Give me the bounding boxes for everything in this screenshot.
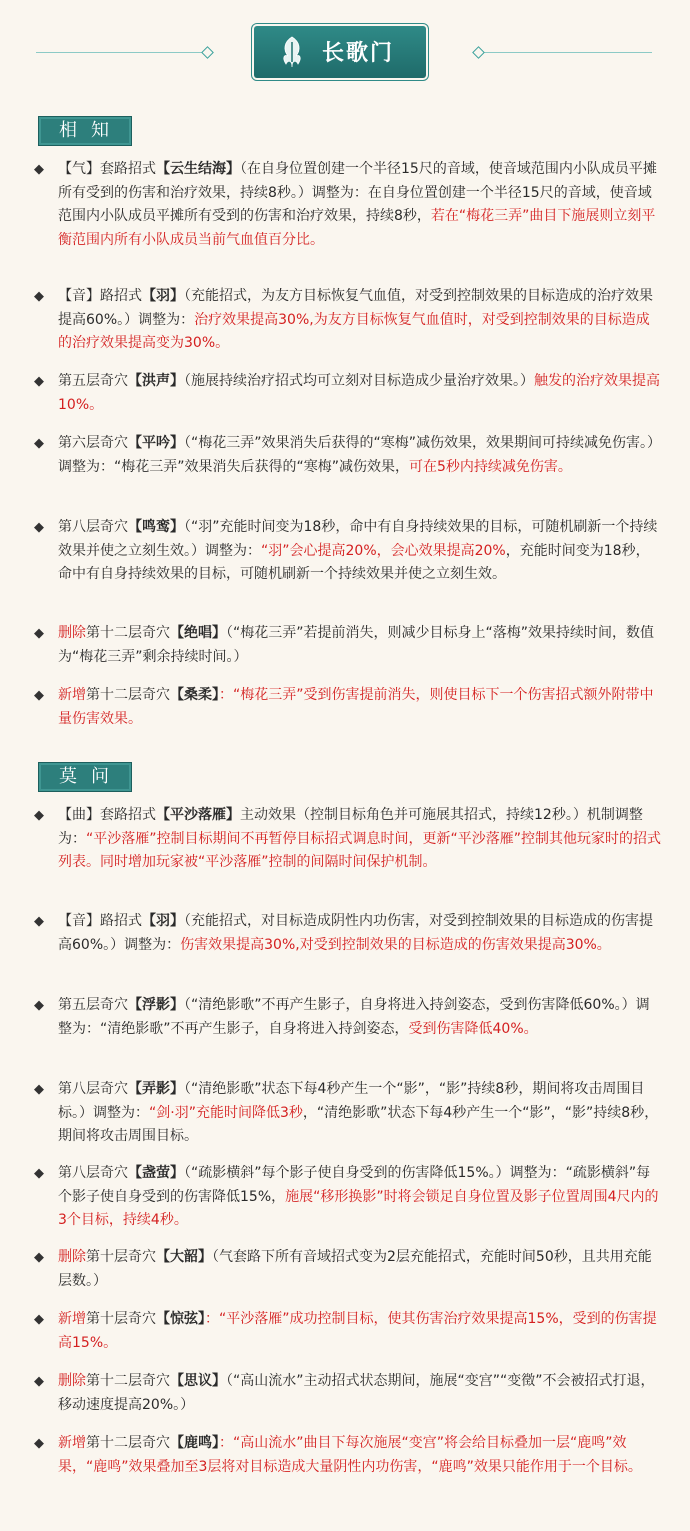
list-item	[34, 432, 662, 479]
item-text: （在自身位置创建一个半径15尺的音域，使音域范围内小队成员平摊所有受到的伤害和治疗效果，持续8秒。）调整为：在自身位置创建一个半径15尺的音域，使音域范围内小队成员平摊所有受到的伤害和治疗效果，持续8秒，	[58, 161, 657, 224]
change-highlight: 治疗效果提高30%,为友方目标恢复气血值时，对受到控制效果的目标造成的治疗效果提高变为30%。	[58, 311, 650, 351]
item-text: 第五层奇穴	[58, 997, 128, 1013]
skill-name: 【云生结海】	[156, 161, 240, 177]
header-divider-right	[482, 52, 652, 53]
change-highlight: “剑·羽”充能时间降低3秒	[149, 1104, 303, 1121]
list-item	[34, 1308, 662, 1355]
item-text: 主动效果（控制目标角色并可施展其招式，持续12秒。）机制调整为：	[58, 807, 643, 847]
skill-name: 【盏萤】	[128, 1165, 184, 1181]
list-item	[34, 1162, 662, 1233]
skill-name: 【大韶】	[156, 1249, 212, 1265]
change-highlight: ：“平沙落雁”成功控制目标，使其伤害治疗效果提高15%，受到的伤害提高15%。	[58, 1311, 657, 1351]
change-highlight: 新增	[58, 1311, 86, 1327]
change-highlight: 可在5秒内持续减免伤害。	[409, 458, 572, 475]
diamond-bullet-icon: ◆	[34, 1166, 44, 1181]
skill-name: 【绝唱】	[170, 625, 226, 641]
list-item	[34, 285, 662, 356]
item-text: （气套路下所有音域招式变为2层充能招式，充能时间50秒，且共用充能层数。）	[58, 1249, 652, 1289]
change-highlight: “羽”会心提高20%，会心效果提高20%	[261, 542, 506, 559]
diamond-bullet-icon: ◆	[34, 688, 44, 703]
diamond-bullet-icon: ◆	[34, 1082, 44, 1097]
change-highlight: 新增	[58, 1435, 86, 1451]
item-text: （“梅花三弄”若提前消失，则减少目标身上“落梅”效果持续时间，数值为“梅花三弄”剩余持续时间。）	[58, 625, 655, 665]
item-text: （“羽”充能时间变为18秒，命中有自身持续效果的目标，可随机刷新一个持续效果并使之立刻生效。）调整为：	[58, 519, 658, 559]
list-item	[34, 622, 662, 669]
item-text: （“清绝影歌”不再产生影子，自身将进入持剑姿态，受到伤害降低60%。）调整为：“清绝影歌”不再产生影子，自身将进入持剑姿态，	[58, 997, 650, 1037]
item-text: 【音】路招式	[58, 913, 142, 929]
header-divider-left	[36, 52, 206, 53]
item-text: 【气】套路招式	[58, 161, 156, 177]
skill-name: 【鸣鸾】	[128, 519, 184, 535]
diamond-bullet-icon: ◆	[34, 1250, 44, 1265]
change-highlight: 删除	[58, 1373, 86, 1389]
item-text: 【音】路招式	[58, 288, 142, 304]
skill-name: 【羽】	[142, 288, 184, 304]
section-title-label: 莫问	[59, 766, 123, 787]
change-highlight: 施展“移形换影”时将会锁足自身位置及影子位置周围4尺内的3个目标，持续4秒。	[58, 1188, 659, 1228]
diamond-bullet-icon: ◆	[34, 162, 44, 177]
change-highlight: 删除	[58, 625, 86, 641]
list-item	[34, 1078, 662, 1149]
change-highlight: 伤害效果提高30%,对受到控制效果的目标造成的伤害效果提高30%。	[180, 936, 611, 953]
skill-name: 【惊弦】	[156, 1311, 205, 1327]
change-highlight: 删除	[58, 1249, 86, 1265]
list-item	[34, 1432, 662, 1479]
item-text: 第十层奇穴	[86, 1249, 156, 1265]
list-item	[34, 684, 662, 731]
change-highlight: “平沙落雁”控制目标期间不再暂停目标招式调息时间，更新“平沙落雁”控制其他玩家时的招式列表。同时增加玩家被“平沙落雁”控制的间隔时间保护机制。	[58, 830, 662, 870]
diamond-bullet-icon: ◆	[34, 1436, 44, 1451]
school-emblem-icon	[274, 34, 310, 70]
diamond-ornament-icon	[201, 46, 214, 59]
page-title: 长歌门	[322, 40, 395, 66]
change-highlight: ：“高山流水”曲目下每次施展“变宫”将会给目标叠加一层“鹿鸣”效果，“鹿鸣”效果叠加至3层将对目标造成大量阴性内功伤害，“鹿鸣”效果只能作用于一个目标。	[58, 1435, 642, 1475]
item-text: （充能招式，对目标造成阴性内功伤害，对受到控制效果的目标造成的伤害提高60%。）调整为：	[58, 913, 653, 953]
list-item	[34, 158, 662, 252]
change-highlight: 触发的治疗效果提高10%。	[58, 373, 660, 413]
item-text: （“高山流水”主动招式状态期间，施展“变宫”“变徵”不会被招式打退，移动速度提高20%。）	[58, 1373, 655, 1413]
skill-name: 【思议】	[170, 1373, 226, 1389]
skill-name: 【平沙落雁】	[156, 807, 240, 823]
skill-name: 【羽】	[142, 913, 184, 929]
item-text: 第十层奇穴	[86, 1311, 156, 1327]
diamond-bullet-icon: ◆	[34, 289, 44, 304]
diamond-bullet-icon: ◆	[34, 520, 44, 535]
item-text: （“疏影横斜”每个影子使自身受到的伤害降低15%。）调整为：“疏影横斜”每个影子使自身受到的伤害降低15%，	[58, 1165, 651, 1205]
list-item	[34, 994, 662, 1041]
title-banner	[254, 26, 426, 78]
item-text: 第八层奇穴	[58, 1165, 128, 1181]
section-title-mowen	[38, 762, 132, 792]
skill-name: 【桑柔】	[170, 687, 219, 703]
diamond-bullet-icon: ◆	[34, 436, 44, 451]
list-item	[34, 910, 662, 957]
list-item	[34, 516, 662, 587]
diamond-bullet-icon: ◆	[34, 914, 44, 929]
item-text: 第八层奇穴	[58, 519, 128, 535]
change-highlight: 受到伤害降低40%。	[408, 1020, 538, 1037]
item-text: 第十二层奇穴	[86, 1373, 170, 1389]
list-item	[34, 1246, 662, 1293]
change-highlight: ：“梅花三弄”受到伤害提前消失，则使目标下一个伤害招式额外附带中量伤害效果。	[58, 687, 654, 727]
item-text: 第十二层奇穴	[86, 1435, 170, 1451]
change-highlight: 新增	[58, 687, 86, 703]
item-text: ，“清绝影歌”状态下每4秒产生一个“影”，“影”持续8秒，期间将攻击周围目标。	[58, 1104, 659, 1144]
section-title-label: 相知	[59, 120, 123, 141]
skill-name: 【浮影】	[128, 997, 184, 1013]
item-text: （施展持续治疗招式均可立刻对目标造成少量治疗效果。）	[184, 373, 534, 389]
diamond-bullet-icon: ◆	[34, 626, 44, 641]
item-text: ，充能时间变为18秒，命中有自身持续效果的目标，可随机刷新一个持续效果并使之立刻生效。	[58, 542, 650, 582]
skill-name: 【鹿鸣】	[170, 1435, 219, 1451]
diamond-bullet-icon: ◆	[34, 1312, 44, 1327]
item-text: （“梅花三弄”效果消失后获得的“寒梅”减伤效果，效果期间可持续减免伤害。）调整为：“梅花三弄”效果消失后获得的“寒梅”减伤效果，	[58, 435, 662, 475]
item-text: 第八层奇穴	[58, 1081, 128, 1097]
skill-name: 【弄影】	[128, 1081, 184, 1097]
list-item	[34, 370, 662, 417]
diamond-bullet-icon: ◆	[34, 998, 44, 1013]
diamond-bullet-icon: ◆	[34, 808, 44, 823]
diamond-ornament-icon	[472, 46, 485, 59]
item-text: 第十二层奇穴	[86, 687, 170, 703]
diamond-bullet-icon: ◆	[34, 374, 44, 389]
list-item	[34, 804, 662, 875]
skill-name: 【平吟】	[128, 435, 184, 451]
item-text: 第六层奇穴	[58, 435, 128, 451]
section-title-xiangzhi	[38, 116, 132, 146]
item-text: 第十二层奇穴	[86, 625, 170, 641]
page-header	[0, 0, 690, 90]
item-text: 第五层奇穴	[58, 373, 128, 389]
item-text: （充能招式，为友方目标恢复气血值，对受到控制效果的目标造成的治疗效果提高60%。）调整为：	[58, 288, 653, 328]
change-highlight: 若在“梅花三弄”曲目下施展则立刻平衡范围内所有小队成员当前气血值百分比。	[58, 208, 656, 248]
list-item	[34, 1370, 662, 1417]
item-text: 【曲】套路招式	[58, 807, 156, 823]
diamond-bullet-icon: ◆	[34, 1374, 44, 1389]
skill-name: 【洪声】	[128, 373, 184, 389]
item-text: （“清绝影歌”状态下每4秒产生一个“影”，“影”持续8秒，期间将攻击周围目标。）调整为：	[58, 1081, 645, 1121]
